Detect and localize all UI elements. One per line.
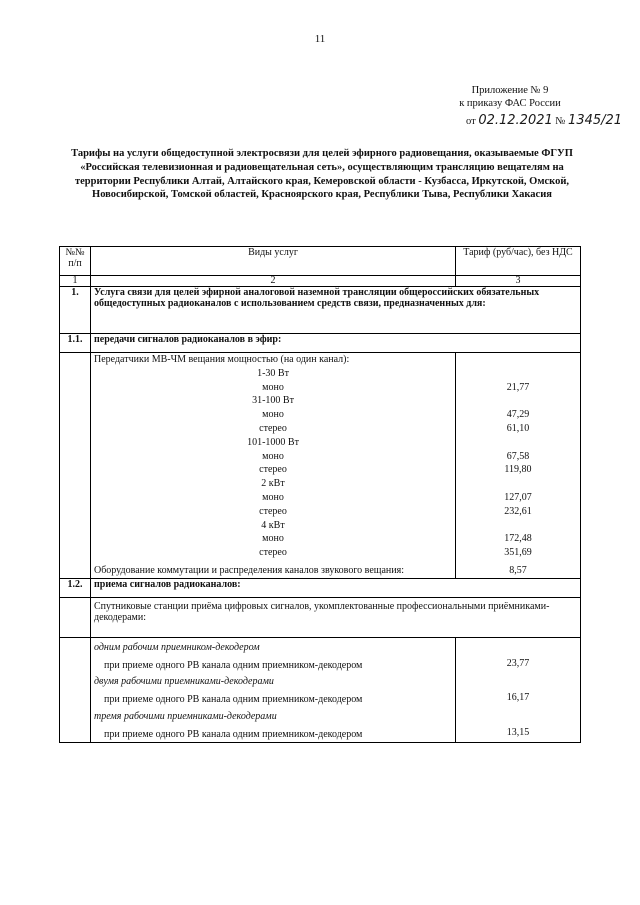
mode-label: стерео bbox=[259, 505, 287, 517]
receivers-values bbox=[456, 637, 581, 742]
mode-label: стерео bbox=[259, 464, 287, 476]
tariff-value bbox=[459, 394, 577, 408]
receiver-group-label: одним рабочим приемником-декодером bbox=[94, 641, 260, 653]
receivers-row bbox=[60, 637, 581, 742]
mode-label: моно bbox=[262, 381, 284, 393]
transmitters-row bbox=[60, 353, 581, 579]
section-1-1-row bbox=[60, 334, 581, 353]
document-title: Тарифы на услуги общедоступной электросвязи для целей эфирного радиовещания, оказываемые ФГУП «Российская телевизионная и радиовещательная сеть», осуществляющим трансляцию вещателям на территории Республики Алтай, Алтайского края, Кемеровской области - Кузбасса, Иркутской, Омской, Новосибирской, Томской областей, Красноярского края, Республики Тыва, Республики Хакасия bbox=[71, 148, 573, 201]
header-tariff: Тариф (руб/час), без НДС bbox=[456, 247, 581, 276]
date-prefix: от bbox=[466, 116, 476, 127]
tariff-value: 351,69 bbox=[504, 547, 532, 559]
receiver-group-label: тремя рабочими приемниками-декодерами bbox=[94, 710, 277, 722]
handwritten-date: 02.12.2021 bbox=[478, 113, 553, 128]
section-1-2-no: 1.2. bbox=[60, 578, 91, 597]
section-1-2-text: приема сигналов радиоканалов: bbox=[91, 578, 581, 597]
receivers-cell bbox=[91, 637, 456, 742]
tariff-value bbox=[459, 477, 577, 491]
tariff-value: 232,61 bbox=[504, 505, 532, 517]
section-1-no: 1. bbox=[60, 287, 91, 334]
appendix-line1: Приложение № 9 bbox=[471, 85, 549, 96]
receiver-item-label: при приеме одного РВ канала одним приемником-декодером bbox=[104, 728, 363, 740]
tariff-value: 13,15 bbox=[506, 726, 530, 738]
section-1-2-row bbox=[60, 578, 581, 597]
tariff-value bbox=[459, 367, 577, 381]
tariff-value: 23,77 bbox=[506, 657, 530, 669]
tariff-value: 16,17 bbox=[506, 692, 530, 704]
receiver-group-label: двумя рабочими приемниками-декодерами bbox=[94, 676, 274, 688]
section-1-1-text: передачи сигналов радиоканалов в эфир: bbox=[91, 334, 581, 353]
tariff-value: 67,58 bbox=[506, 450, 530, 462]
mode-label: моно bbox=[262, 491, 284, 503]
tariff-value: 61,10 bbox=[506, 422, 530, 434]
transmitters-cell bbox=[91, 353, 456, 579]
appendix-line2: к приказу ФАС России bbox=[459, 98, 561, 109]
tariff-value: 21,77 bbox=[506, 381, 530, 393]
mode-label: моно bbox=[262, 450, 284, 462]
appendix-block bbox=[440, 84, 580, 110]
mode-label: моно bbox=[262, 409, 284, 421]
number-mark: № bbox=[555, 116, 566, 127]
tariff-value: 127,07 bbox=[504, 491, 532, 503]
tariff-value bbox=[459, 436, 577, 450]
satellite-row bbox=[60, 597, 581, 637]
satellite-text: Спутниковые станции приёма цифровых сигналов, укомплектованные профессиональными приёмниками-декодерами: bbox=[91, 597, 581, 637]
page-number: 11 bbox=[314, 33, 326, 45]
power-class-label: 2 кВт bbox=[261, 478, 285, 490]
tariff-value: 172,48 bbox=[504, 533, 532, 545]
table-header-row bbox=[60, 247, 581, 276]
receiver-item-label: при приеме одного РВ канала одним приемником-декодером bbox=[104, 659, 363, 671]
power-class-label: 4 кВт bbox=[261, 519, 285, 531]
order-date-line bbox=[466, 113, 622, 128]
header-services: Виды услуг bbox=[91, 247, 456, 276]
switching-equipment-value: 8,57 bbox=[509, 564, 527, 576]
power-class-label: 31-100 Вт bbox=[252, 395, 294, 407]
section-1-1-no: 1.1. bbox=[60, 334, 91, 353]
power-class-label: 101-1000 Вт bbox=[247, 436, 299, 448]
section-1-row bbox=[60, 287, 581, 334]
section-1-text: Услуга связи для целей эфирной аналоговой наземной трансляции общероссийских обязательных общедоступных радиоканалов с использованием средств связи, предназначенных для: bbox=[91, 287, 581, 334]
transmitters-values bbox=[456, 353, 581, 579]
handwritten-number: 1345/21 bbox=[568, 113, 623, 128]
receiver-item-label: при приеме одного РВ канала одним приемником-декодером bbox=[104, 694, 363, 706]
mode-label: стерео bbox=[259, 547, 287, 559]
tariff-value bbox=[459, 519, 577, 533]
tariff-value: 47,29 bbox=[506, 409, 530, 421]
transmitters-heading: Передатчики МВ-ЧМ вещания мощностью (на один канал): bbox=[94, 354, 350, 365]
mode-label: стерео bbox=[259, 422, 287, 434]
tariff-table bbox=[59, 246, 581, 743]
index-2: 2 bbox=[91, 276, 456, 287]
tariff-value: 119,80 bbox=[504, 464, 532, 476]
index-1: 1 bbox=[60, 276, 91, 287]
switching-equipment-label: Оборудование коммутации и распределения каналов звукового вещания: bbox=[94, 564, 404, 576]
header-no: №№ п/п bbox=[60, 247, 91, 276]
table-index-row bbox=[60, 276, 581, 287]
power-class-label: 1-30 Вт bbox=[257, 367, 289, 379]
mode-label: моно bbox=[262, 533, 284, 545]
index-3: 3 bbox=[456, 276, 581, 287]
